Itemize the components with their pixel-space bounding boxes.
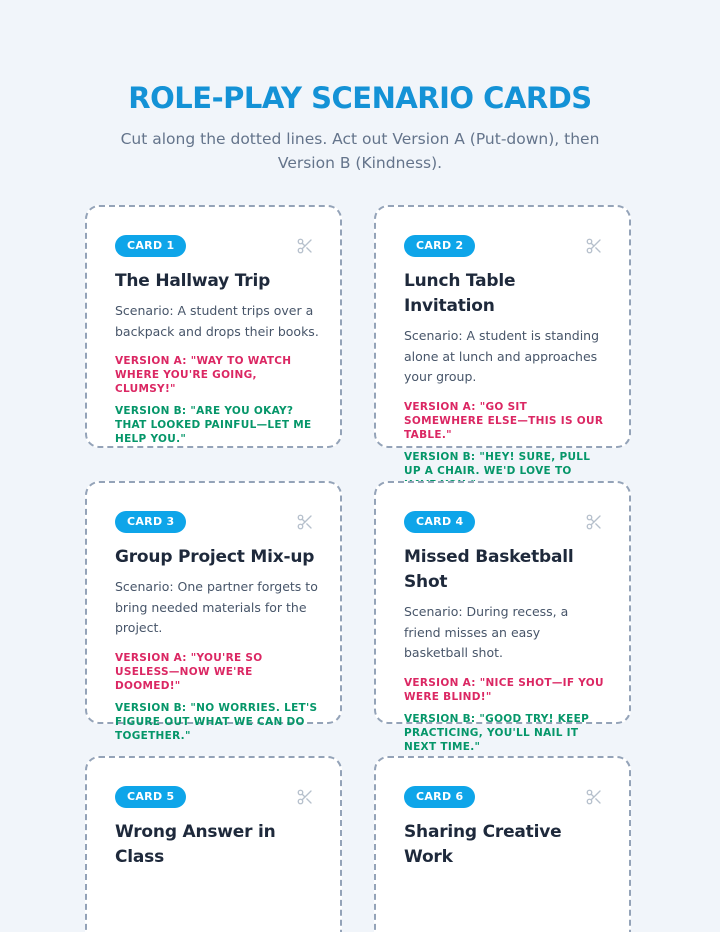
card-badge: CARD 6 — [404, 786, 475, 808]
version-b-text: VERSION B: "GOOD TRY! KEEP PRACTICING, YOU'LL NAIL IT NEXT TIME." — [404, 712, 590, 753]
card-scenario: Scenario: During recess, a friend misses an easy basketball shot. — [404, 604, 569, 660]
card-content — [115, 820, 319, 877]
version-b-text: VERSION B: "HEY! SURE, PULL UP A CHAIR. WE'D LOVE TO — [404, 450, 591, 477]
card-badge: CARD 4 — [404, 511, 475, 533]
card-scenario: Scenario: A student trips over a backpack and drops their books. — [115, 303, 319, 339]
card-content — [404, 820, 608, 877]
card-title: Missed Basketball Shot — [404, 547, 574, 592]
version-b-text: VERSION B: "NO WORRIES. LET'S FIGURE OUT WHAT WE CAN DO TOGETHER." — [115, 701, 318, 742]
scenario-card-5 — [85, 756, 342, 932]
card-title: Group Project Mix-up — [115, 547, 315, 567]
card-scenario: Scenario: One partner forgets to bring needed materials for the project. — [115, 579, 318, 635]
card-badge: CARD 2 — [404, 235, 475, 257]
card-badge: CARD 5 — [115, 786, 186, 808]
card-scenario: Scenario: A student is standing alone at lunch and approaches your group. — [404, 328, 600, 384]
card-content — [404, 545, 608, 762]
version-b-text: VERSION B: "ARE YOU OKAY? THAT LOOKED PAINFUL—LET ME HELP YOU." — [115, 405, 312, 445]
scissors-icon — [585, 513, 603, 531]
version-a-text: VERSION A: "WAY TO WATCH WHERE YOU'RE GOING, CLUMSY!" — [115, 355, 292, 395]
card-title: Sharing Creative Work — [404, 822, 562, 867]
version-a-text: VERSION A: "GO SIT SOMEWHERE ELSE—THIS IS OUR TABLE." — [404, 400, 604, 441]
card-title: Wrong Answer in Class — [115, 822, 276, 867]
card-title: Lunch Table Invitation — [404, 271, 516, 316]
scenario-card-2 — [374, 205, 631, 477]
scissors-icon — [296, 237, 314, 255]
version-a-text: VERSION A: "YOU'RE SO USELESS—NOW WE'RE DOOMED!" — [115, 651, 263, 692]
scissors-icon — [585, 788, 603, 806]
page-subtitle: Cut along the dotted lines. Act out Version A (Put-down), then Version B (Kindness). — [120, 130, 600, 172]
card-content — [115, 269, 319, 454]
card-title: The Hallway Trip — [115, 271, 271, 291]
card-content — [115, 545, 319, 751]
scenario-card-3 — [85, 481, 342, 742]
scissors-icon — [296, 513, 314, 531]
scenario-card-4 — [374, 481, 631, 753]
version-a-text: VERSION A: "NICE SHOT—IF YOU WERE BLIND!" — [404, 676, 604, 703]
card-content — [404, 269, 608, 500]
scissors-icon — [585, 237, 603, 255]
page-title: ROLE-PLAY SCENARIO CARDS — [128, 81, 592, 115]
card-badge: CARD 3 — [115, 511, 186, 533]
card-badge: CARD 1 — [115, 235, 186, 257]
scissors-icon — [296, 788, 314, 806]
scenario-card-6 — [374, 756, 631, 932]
scenario-card-1 — [85, 205, 342, 448]
